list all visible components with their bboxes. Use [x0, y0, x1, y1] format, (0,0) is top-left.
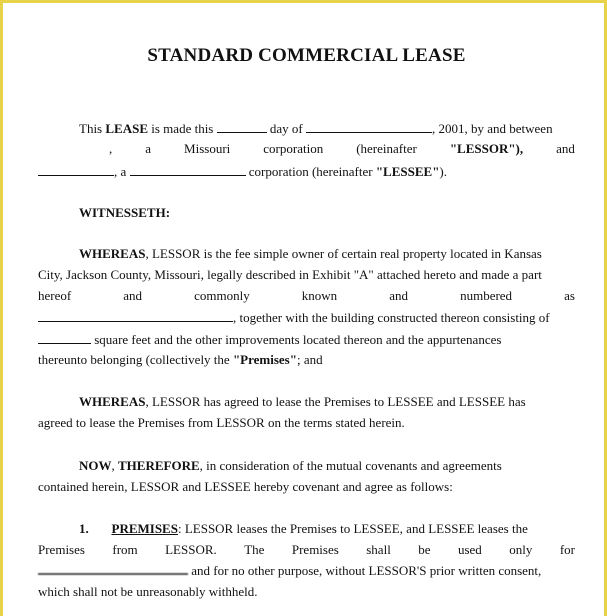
lessee-name-blank: [38, 163, 114, 176]
month-blank: [306, 120, 432, 133]
square-feet-blank: [38, 331, 91, 344]
whereas-1-line-1: WHEREAS, LESSOR is the fee simple owner of certain real property located in Kansas: [79, 246, 542, 261]
lessee-state-blank: [130, 163, 246, 176]
use-blank: [38, 565, 188, 575]
section-heading: PREMISES: [111, 521, 178, 536]
now-therefore-line-2: contained herein, LESSOR and LESSEE hereby covenant and agree as follows:: [38, 479, 453, 494]
address-blank: [38, 309, 233, 322]
premises-section-line-2: Premises from LESSOR. The Premises shall be used only for: [38, 542, 575, 557]
now-therefore-line-1: NOW, THEREFORE, in consideration of the mutual covenants and agreements: [79, 458, 502, 473]
lease-term: LEASE: [105, 121, 149, 136]
intro-line-3: , a corporation (hereinafter "LESSEE").: [38, 163, 575, 180]
lessor-term: "LESSOR"),: [449, 141, 524, 156]
whereas-1-line-2: City, Jackson County, Missouri, legally described in Exhibit "A" attached hereto and made a part: [38, 267, 542, 282]
whereas-2-line-2: agreed to lease the Premises from LESSOR on the terms stated herein.: [38, 415, 405, 430]
whereas-1-line-4: , together with the building constructed thereon consisting of: [38, 309, 575, 326]
intro-line-1: This LEASE is made this day of , 2001, by and between: [79, 121, 553, 136]
premises-section-line-3: and for no other purpose, without LESSOR'S prior written consent,: [38, 563, 575, 579]
document-title: STANDARD COMMERCIAL LEASE: [147, 45, 466, 66]
lessee-term: "LESSEE": [375, 164, 440, 179]
section-number: 1.: [79, 521, 89, 536]
whereas-2-line-1: WHEREAS, LESSOR has agreed to lease the Premises to LESSEE and LESSEE has: [79, 394, 526, 409]
whereas-1-line-3: hereof and commonly known and numbered as: [38, 288, 575, 303]
day-blank: [217, 120, 267, 133]
premises-term: "Premises": [232, 352, 297, 367]
whereas-1-line-6: thereunto belonging (collectively the "Premises"; and: [38, 352, 323, 367]
whereas-1-line-5: square feet and the other improvements located thereon and the appurtenances: [38, 331, 575, 348]
premises-section-line-4: which shall not be unreasonably withheld.: [38, 584, 258, 599]
intro-line-2: , a Missouri corporation (hereinafter "LESSOR"), and: [109, 141, 575, 156]
witnesseth-heading: WITNESSETH:: [79, 205, 171, 220]
premises-section-line-1: 1. PREMISES: LESSOR leases the Premises to LESSEE, and LESSEE leases the: [79, 521, 528, 536]
